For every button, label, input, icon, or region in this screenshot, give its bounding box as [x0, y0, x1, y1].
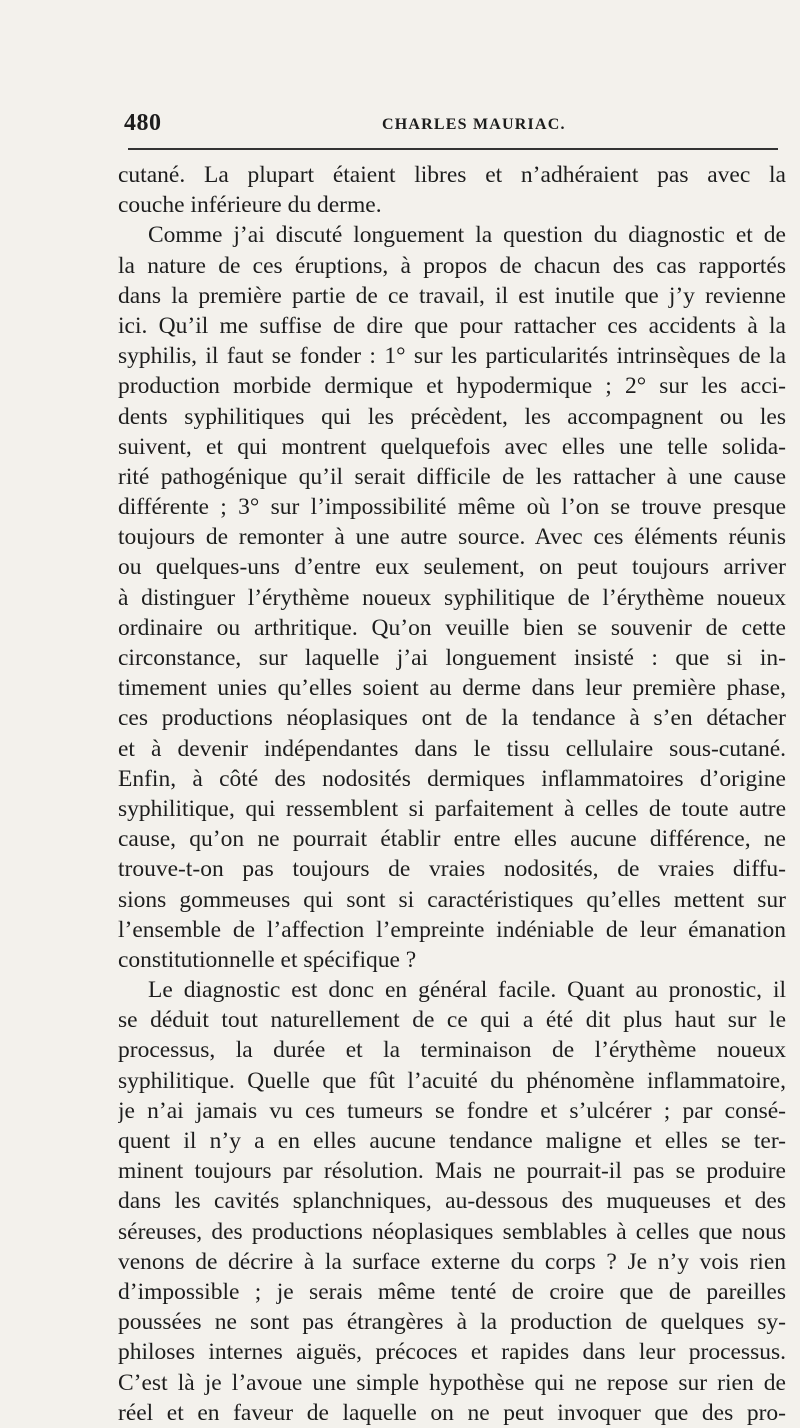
text-line: processus, la durée et la terminaison de l’érythème noueux: [118, 1037, 786, 1064]
text-line: Le diagnostic est donc en général facile. Quant au pronostic, il: [148, 977, 786, 1004]
text-line: ordinaire ou arthritique. Qu’on veuille bien se souvenir de cette: [118, 614, 786, 641]
text-line: réel et en faveur de laquelle on ne peut invoquer que des pro-: [118, 1399, 786, 1426]
text-line: venons de décrire à la surface externe du corps ? Je n’y vois rien: [118, 1248, 786, 1275]
text-line: rité pathogénique qu’il serait difficile de les rattacher à une cause: [118, 463, 786, 490]
text-line: dans la première partie de ce travail, il est inutile que j’y revienne: [118, 282, 786, 309]
text-line: syphilis, il faut se fonder : 1° sur les particularités intrinsèques de la: [118, 343, 786, 370]
text-line: séreuses, des productions néoplasiques semblables à celles que nous: [118, 1218, 786, 1245]
text-line: production morbide dermique et hypodermique ; 2° sur les acci-: [118, 373, 786, 400]
text-line: C’est là je l’avoue une simple hypothèse qui ne repose sur rien de: [118, 1369, 786, 1396]
text-line: la nature de ces éruptions, à propos de chacun des cas rapportés: [118, 252, 786, 279]
text-line: différente ; 3° sur l’impossibilité même où l’on se trouve presque: [118, 494, 786, 521]
text-line: Comme j’ai discuté longuement la question du diagnostic et de: [148, 222, 786, 249]
text-line: circonstance, sur laquelle j’ai longuement insisté : que si in-: [118, 645, 786, 671]
header-rule: [128, 148, 778, 150]
text-line: cause, qu’on ne pourrait établir entre elles aucune différence, ne: [118, 826, 786, 853]
text-line: cutané. La plupart étaient libres et n’adhéraient pas avec la: [118, 162, 786, 188]
text-line: ou quelques-uns d’entre eux seulement, on peut toujours arriver: [118, 554, 786, 581]
body-text: [118, 160, 786, 1428]
page-number: 480: [124, 110, 162, 136]
text-line: suivent, et qui montrent quelquefois avec elles une telle solida-: [118, 433, 786, 460]
text-line: et à devenir indépendantes dans le tissu cellulaire sous-cutané.: [118, 735, 786, 762]
text-line: sions gommeuses qui sont si caractéristiques qu’elles mettent sur: [118, 886, 786, 913]
text-line: syphilitique. Quelle que fût l’acuité du phénomène inflammatoire,: [118, 1067, 786, 1094]
text-line: constitutionnelle et spécifique ?: [118, 946, 417, 973]
running-head: CHARLES MAURIAC.: [382, 116, 566, 133]
text-line: d’impossible ; je serais même tenté de croire que de pareilles: [118, 1278, 786, 1305]
text-line: timement unies qu’elles soient au derme dans leur première phase,: [118, 675, 786, 702]
text-line: trouve-t-on pas toujours de vraies nodosités, de vraies diffu-: [118, 856, 786, 883]
text-line: philoses internes aiguës, précoces et rapides dans leur processus.: [118, 1339, 786, 1366]
text-line: dans les cavités splanchniques, au-dessous des muqueuses et des: [118, 1188, 786, 1215]
page-header: [124, 110, 780, 140]
text-line: syphilitique, qui ressemblent si parfaitement à celles de toute autre: [118, 795, 786, 822]
text-line: quent il n’y a en elles aucune tendance maligne et elles se ter-: [118, 1128, 786, 1154]
text-line: dents syphilitiques qui les précèdent, les accompagnent ou les: [118, 403, 786, 430]
text-line: minent toujours par résolution. Mais ne pourrait-il pas se produire: [118, 1158, 786, 1185]
text-line: ces productions néoplasiques ont de la tendance à s’en détacher: [118, 705, 786, 732]
text-line: se déduit tout naturellement de ce qui a été dit plus haut sur le: [118, 1007, 786, 1034]
text-line: couche inférieure du derme.: [118, 192, 382, 219]
text-line: l’ensemble de l’affection l’empreinte indéniable de leur émanation: [118, 916, 786, 943]
text-line: Enfin, à côté des nodosités dermiques inflammatoires d’origine: [118, 765, 786, 792]
text-line: poussées ne sont pas étrangères à la production de quelques sy-: [118, 1309, 786, 1336]
text-line: toujours de remonter à une autre source. Avec ces éléments réunis: [118, 524, 786, 551]
text-line: à distinguer l’érythème noueux syphilitique de l’érythème noueux: [118, 584, 786, 611]
text-line: ici. Qu’il me suffise de dire que pour rattacher ces accidents à la: [118, 312, 786, 339]
text-line: je n’ai jamais vu ces tumeurs se fondre et s’ulcérer ; par consé-: [118, 1097, 786, 1124]
